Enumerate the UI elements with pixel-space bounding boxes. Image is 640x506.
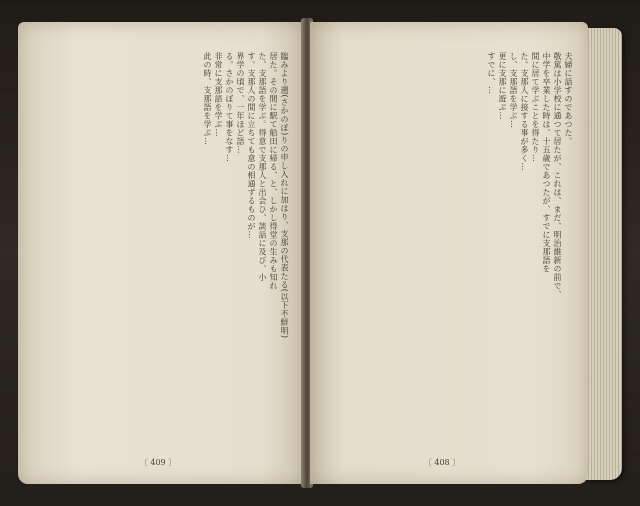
text-column: 臨みより遡(さかのぼ)りの申し入れに加はり、支那の代表たる(以下不鮮明) (280, 52, 289, 339)
text-column: 夫婦に話すのであつた。 (564, 52, 573, 146)
text-column: た。支那人に接する事が多く… (520, 52, 529, 171)
page-number: 〔 408 〕 (423, 458, 461, 467)
text-column: た、支那語を学ぶ。得意で支那人と出会ひ、談話に及び、小 (258, 52, 267, 282)
text-column: 居た。その間に駅て船田に帰る、と、しかし得堂の生みも知れ (269, 52, 278, 290)
right-page-text (324, 52, 574, 436)
text-column: 非常に支那語を学ぶ… (214, 52, 223, 137)
left-page-text (32, 52, 290, 436)
text-column: 間に居て学ぶことを得たり… (531, 52, 540, 163)
text-column: し、支那語を学ぶ… (509, 52, 518, 129)
text-column: 中学を卒業した時は、十五歳であつたが、すでに支那語を (542, 52, 551, 273)
page-number: 〔 409 〕 (139, 458, 177, 467)
text-column: す。支那人の間に立ちても意の相通ずるものが… (247, 52, 256, 239)
text-column: る。さかのぼりて事をなす… (225, 52, 234, 163)
text-column: 界学の頃で、一年ほど語… (236, 52, 245, 154)
text-column: すでに、… (487, 52, 496, 95)
left-page (18, 22, 304, 484)
right-page (310, 22, 588, 484)
open-book (18, 8, 624, 492)
text-column: 更に支那に遊ぶ… (498, 52, 507, 120)
text-column: 敬篤は小学校に通つて居たが、これは、まだ、明治維新の前で、 (553, 52, 562, 299)
text-column: 此の時、支那語を学ぶ… (203, 52, 212, 146)
page-edges (586, 28, 622, 480)
